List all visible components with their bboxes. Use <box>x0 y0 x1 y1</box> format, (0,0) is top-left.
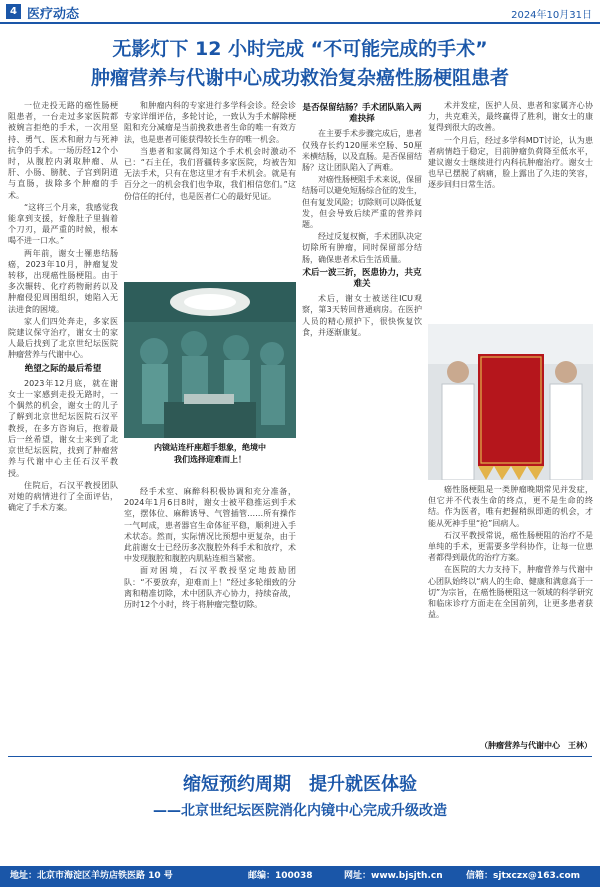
paragraph: 术并发症，医护人员、患者和家属齐心协力，共克难关，最终赢得了胜利，谢女士的康复得到很大的改善。 <box>428 101 593 133</box>
paragraph: 在医院的大力支持下，肿瘤营养与代谢中心团队始终以“病人的生命、健康和满意高于一切”为宗旨，在癌性肠梗阻这一领域的科学研究和临床诊疗方面走在全国前列，让更多患者获益。 <box>428 565 593 620</box>
page-number: 4 <box>6 4 21 19</box>
article1-column-4-continued <box>428 484 593 738</box>
article1-title-line1: 无影灯下 12 小时完成 “不可能完成的手术” <box>112 38 488 60</box>
article1-author: （肿瘤营养与代谢中心 王林） <box>480 741 592 750</box>
paragraph: 术后，谢女士被送往ICU观察，第3天转回普通病房。在医护人员的精心照护下，很快恢复饮食，并逐渐康复。 <box>302 294 422 337</box>
footer-email[interactable]: 信箱：sjtxczx@163.com <box>466 871 581 881</box>
subheading: 绝望之际的最后希望 <box>24 363 102 374</box>
footer-website[interactable]: 网址：www.bjsjth.cn <box>344 871 443 881</box>
paragraph: 当患者和家属得知这个手术机会时激动不已：“石主任，我们晋疆转多家医院，均被告知无法手术，只有在您这里才有手术机会。就是有百分之一的机会我们也争取，我们相信您们。”这份信任的托付，也是医者仁心的最好见证。 <box>124 146 296 201</box>
paragraph: 石汉平教授常说，癌性肠梗阻的治疗不是单纯的手术，更需要多学科协作，让每一位患者都得到最优的治疗方案。 <box>428 530 593 563</box>
paragraph: 住院后，石汉平教授团队对她的病情进行了全面评估，确定了手术方案。 <box>8 480 118 513</box>
banner-presentation-photo <box>428 324 593 480</box>
paragraph: 家人们四处奔走，多家医院建议保守治疗，谢女士的家人最后找到了北京世纪坛医院肿瘤营养与代谢中心。 <box>8 316 118 360</box>
paragraph: 经过反复权衡，手术团队决定切除所有肿瘤，同时保留部分结肠，确保患者术后生活质量。 <box>302 232 422 264</box>
article1-column-1 <box>8 100 118 738</box>
article1-column-2 <box>124 100 296 276</box>
paragraph: 一位走投无路的癌性肠梗阻患者，一台走过多家医院都被婉言拒绝的手术，一次用坚持、勇气、医术和耐力与死神抗争的手术。一场历经12个小时，从腹腔内剥取肿瘤、从肝、小肠、膀胱、子宫到阴道与直肠，拔除多个肿瘤的手术。 <box>8 101 118 200</box>
paragraph: “这将三个月来，我感觉我能拿到支援，好像肚子里揣着个刀刃，最严重的时候，根本喝不进一口水。” <box>8 202 118 246</box>
paragraph: 对癌性肠梗阻手术来说，保留结肠可以避免短肠综合征的发生，但有复发风险；切除则可以降低复发，但会导致后续严重的营养问题。 <box>302 175 422 230</box>
paragraph: 2023年12月底，就在谢女士一家感到走投无路时，一个偶然的机会，谢女士的儿子了解到北京世纪坛医院石汉平教授，在多方咨询后，抱着最后一丝希望，谢女士来到了北京世纪坛医院，找到了肿瘤营养与代谢中心主任石汉平教授。 <box>8 378 118 478</box>
paragraph: 癌性肠梗阻是一类肿瘤晚期常见并发症，但它并不代表生命的终点，更不是生命的终结。作为医者，唯有把握稍纵即逝的机会，才能从死神手里“抢”回病人。 <box>428 485 593 528</box>
issue-date: 2024年10月31日 <box>511 10 592 21</box>
surgery-photo-caption: 内镜站连杆座超手想象，绝境中 我们选择迎难而上！ <box>154 443 266 464</box>
footer-bar <box>0 866 600 887</box>
surgery-photo <box>124 282 296 438</box>
paragraph: 两年前，谢女士罹患结肠癌，2023年10月，肿瘤复发转移，出现癌性肠梗阻。由于多次辗转、化疗药物耐药以及肿瘤侵犯周围组织，她陷入无法进食的困境。 <box>8 248 118 314</box>
article1-column-4 <box>428 100 593 320</box>
footer-address: 地址：北京市海淀区羊坊店铁医路 10 号 <box>10 871 173 881</box>
article1-column-3 <box>302 100 422 738</box>
footer-postcode: 邮编：100038 <box>248 871 313 881</box>
article1-column-2-continued <box>124 486 296 738</box>
subheading: 术后一波三折，医患协力，共克难关 <box>302 267 422 290</box>
section-title: 医疗动态 <box>27 7 80 22</box>
article2-title-line2: ——北京世纪坛医院消化内镜中心完成升级改造 <box>153 803 447 819</box>
banner-photo-image <box>428 324 593 480</box>
section-divider <box>8 756 592 757</box>
subheading: 是否保留结肠？手术团队陷入两难抉择 <box>302 103 422 125</box>
masthead <box>0 0 600 24</box>
article2-title-line1: 缩短预约周期 提升就医体验 <box>183 774 417 795</box>
paragraph: 在主要手术步骤完成后，患者仅残存长约120厘米空肠、50厘米横结肠，以及直肠。是否保留结肠？这让团队陷入了两难。 <box>302 129 422 173</box>
paragraph: 一个月后，经过多学科MDT讨论，认为患者病情趋于稳定，目前肿瘤负荷降至低水平，建议谢女士继续进行内科抗肿瘤治疗。谢女士也早已摆脱了病痛，脸上露出了久违的笑容，逐步回归日常生活。 <box>428 135 593 190</box>
article1-title-line2: 肿瘤营养与代谢中心成功救治复杂癌性肠梗阻患者 <box>90 67 509 89</box>
paragraph: 面对困境，石汉平教授坚定地鼓励团队：“不要放弃，迎难而上！”经过多轮细致的分离和精准切除，术中团队齐心协力，持续奋战，历时12个小时，终于将肿瘤完整切除。 <box>124 566 296 610</box>
paragraph: 和肿瘤内科的专家进行多学科会诊。经会诊专家详细评估，多轮讨论，一致认为手术解除梗阻和充分减瘤是当前挽救患者生命的唯一有效方法，也是患者可能获得较长生存的唯一机会。 <box>124 101 296 144</box>
surgery-scene-image <box>124 282 296 438</box>
paragraph: 经手术室、麻醉科积极协调和充分准备，2024年1月6日8时，谢女士被平稳推运到手术室，摆体位、麻醉诱导、气管插管……所有操作一气呵成，患者器官生命体征平稳，顺利进入手术状态。然而，实际情况比预想中更复杂，由于此前谢女士已经历多次腹腔外科手术和放疗，术中发现腹腔和腹腔内肌粘连相当紧密。 <box>124 487 296 564</box>
